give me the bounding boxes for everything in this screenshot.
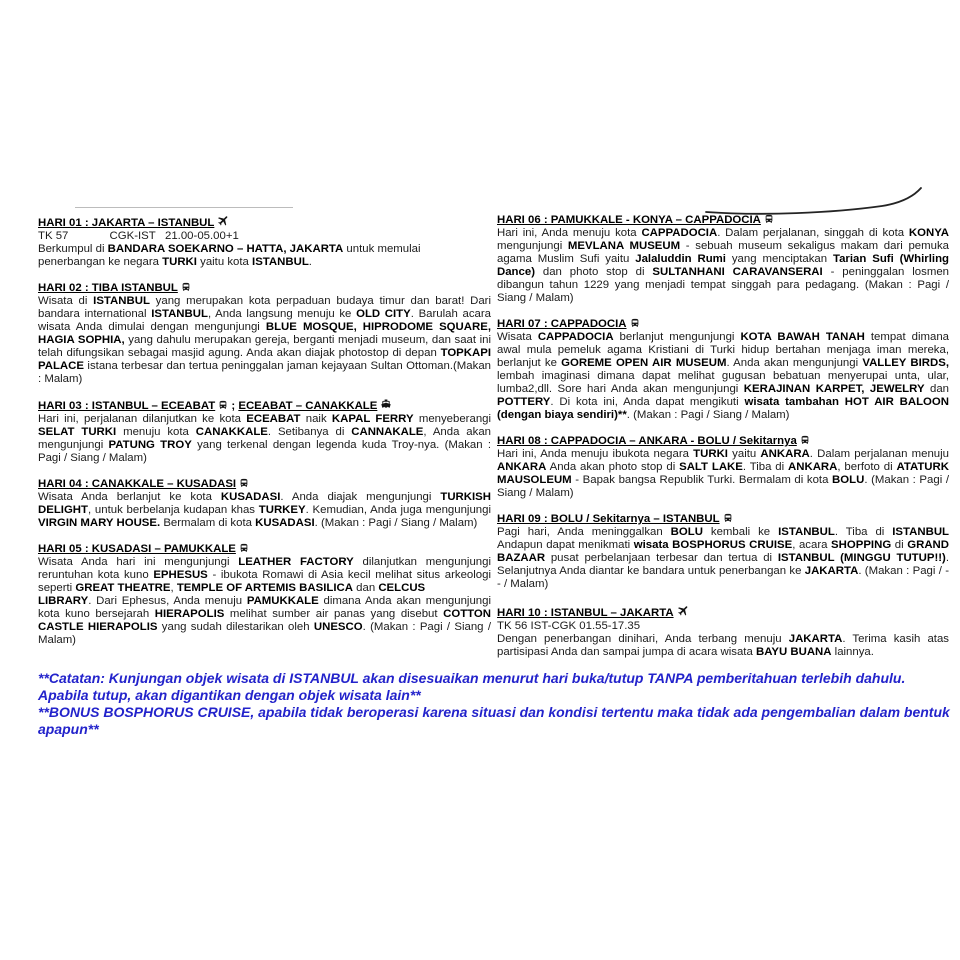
itinerary-column-left <box>38 214 491 660</box>
bus-icon <box>181 282 191 292</box>
divider-line <box>75 207 293 208</box>
section-header-text: ECEABAT – CANAKKALE <box>238 400 378 412</box>
section-header <box>38 214 491 230</box>
section-body: Wisata di ISTANBUL yang merupakan kota perpaduan budaya timur dan barat! Dari bandara international ISTANBUL, Anda langsung menuju ke OLD CITY. Barulah acara wisata Anda dimulai dengan mengunjungi BLUE MOSQUE, HIPRODOME SQUARE, HAGIA SOPHIA, yang dahulu merupakan gereja, berganti menjadi museum, dan saat ini telah difungsikan sebagai masjid agung. Anda akan diajak photostop di depan TOPKAPI PALACE istana terbesar dan tertua peninggalan jaman kejayaan Sultan Ottoman.(Makan : Malam) <box>38 295 492 385</box>
section-header-text: HARI 04 : CANAKKALE – KUSADASI <box>38 478 237 490</box>
note-paragraph: **Catatan: Kunjungan objek wisata di ISTANBUL akan disesuaikan menurut hari buka/tutup TANPA pemberitahuan terlebih dahulu. Apabila tutup, akan digantikan dengan objek wisata lain** <box>38 670 906 703</box>
section-header-text: HARI 03 : ISTANBUL – ECEABAT <box>38 400 216 412</box>
section-header-text: HARI 01 : JAKARTA – ISTANBUL <box>38 217 215 229</box>
bus-icon <box>800 435 810 445</box>
bus-icon <box>630 318 640 328</box>
section-body: Berkumpul di BANDARA SOEKARNO – HATTA, JAKARTA untuk memulai penerbangan ke negara TURKI yaitu kota ISTANBUL. <box>38 243 421 268</box>
section-body: Pagi hari, Anda meninggalkan BOLU kembali ke ISTANBUL. Tiba di ISTANBUL Andapun dapat menikmati wisata BOSPHORUS CRUISE, acara SHOPPING di GRAND BAZAAR pusat perbelanjaan terbesar dan tertua di ISTANBUL (MINGGU TUTUP!!). Selanjutnya Anda diantar ke bandara untuk penerbangan ke JAKARTA. (Makan : Pagi / -- / Malam) <box>497 526 950 590</box>
note-paragraph: **BONUS BOSPHORUS CRUISE, apabila tidak beroperasi karena situasi dan kondisi tertentu maka tidak ada pengembalian dalam bentuk apapun** <box>38 704 950 737</box>
plane-icon <box>217 214 230 227</box>
bus-icon <box>239 543 249 553</box>
bus-icon <box>723 513 733 523</box>
itinerary-section <box>38 282 491 386</box>
section-header <box>38 478 491 491</box>
section-body: Hari ini, Anda menuju ibukota negara TURKI yaitu ANKARA. Dalam perjalanan menuju ANKARA Anda akan photo stop di SALT LAKE. Tiba di ANKARA, berfoto di ATATURK MAUSOLEUM - Bapak bangsa Republik Turki. Bermalam di kota BOLU. (Makan : Pagi / Siang / Malam) <box>497 448 950 499</box>
header-separator: ; <box>228 400 239 412</box>
section-header-text: HARI 06 : PAMUKKALE - KONYA – CAPPADOCIA <box>497 214 761 226</box>
section-header-text: HARI 05 : KUSADASI – PAMUKKALE <box>38 543 236 555</box>
section-header <box>497 435 949 448</box>
section-header-text: HARI 10 : ISTANBUL – JAKARTA <box>497 607 674 619</box>
section-body: Wisata Anda hari ini mengunjungi LEATHER FACTORY dilanjutkan mengunjungi reruntuhan kota kuno EPHESUS - ibukota Romawi di Asia kecil melihat situs arkeologi seperti GREAT THEATRE, TEMPLE OF ARTEMIS BASILICA dan CELCUS LIBRARY. Dari Ephesus, Anda menuju PAMUKKALE dimana Anda akan mengunjungi kota kuno bersejarah HIERAPOLIS melihat sumber air panas yang disebut COTTON CASTLE HIERAPOLIS yang sudah dilestarikan oleh UNESCO. (Makan : Pagi / Siang / Malam) <box>38 556 491 646</box>
section-header <box>497 604 949 620</box>
itinerary-section <box>38 399 491 465</box>
itinerary-section <box>497 513 949 591</box>
section-body: Wisata Anda berlanjut ke kota KUSADASI. Anda diajak mengunjungi TURKISH DELIGHT, untuk berbelanja kudapan khas TURKEY. Kemudian, Anda juga mengunjungi VIRGIN MARY HOUSE. Bermalam di kota KUSADASI. (Makan : Pagi / Siang / Malam) <box>38 491 491 529</box>
ship-icon <box>380 399 392 410</box>
itinerary-column-right <box>497 214 949 672</box>
bus-icon <box>764 214 774 224</box>
section-body: Wisata CAPPADOCIA berlanjut mengunjungi KOTA BAWAH TANAH tempat dimana awal mula pemeluk agama Kristiani di Turki hidup bertahan menjaga iman mereka, berlanjut ke GOREME OPEN AIR MUSEUM. Anda akan mengunjungi VALLEY BIRDS, lembah imaginasi dimana dapat melihat gugusan bebatuan menyerupai unta, ular, lumba2,dll. Sore hari Anda akan mengunjungi KERAJINAN KARPET, JEWELRY dan POTTERY. Di kota ini, Anda dapat mengikuti wisata tambahan HOT AIR BALOON (dengan biaya sendiri)**. (Makan : Pagi / Siang / Malam) <box>497 331 950 421</box>
section-body: Hari ini, perjalanan dilanjutkan ke kota ECEABAT naik KAPAL FERRY menyeberangi SELAT TURKI menuju kota CANAKKALE. Setibanya di CANNAKALE, Anda akan mengunjungi PATUNG TROY yang terkenal dengan legenda kuda Troy-nya. (Makan : Pagi / Siang / Malam) <box>38 413 492 464</box>
flight-info: TK 56 IST-CGK 01.55-17.35 <box>497 620 641 632</box>
section-body: Hari ini, Anda menuju kota CAPPADOCIA. Dalam perjalanan, singgah di kota KONYA mengunjungi MEVLANA MUSEUM - sebuah museum sekaligus makam dari pemuka agama Muslim Sufi yaitu Jalaluddin Rumi yang menciptakan Tarian Sufi (Whirling Dance) dan photo stop di SULTANHANI CARAVANSERAI - peninggalan losmen dibangun tahun 1229 yang menjadi tempat singgah para pedagang. (Makan : Pagi / Siang / Malam) <box>497 227 949 304</box>
itinerary-section <box>497 214 949 305</box>
itinerary-section <box>497 604 949 659</box>
itinerary-section <box>38 214 491 269</box>
section-header-text: HARI 08 : CAPPADOCIA – ANKARA - BOLU / Sekitarnya <box>497 435 797 447</box>
section-header-text: HARI 07 : CAPPADOCIA <box>497 318 627 330</box>
section-header <box>38 282 491 295</box>
bus-icon <box>218 400 228 410</box>
section-header <box>38 543 491 556</box>
section-header <box>497 318 949 331</box>
section-header <box>497 214 949 227</box>
section-header-text: HARI 09 : BOLU / Sekitarnya – ISTANBUL <box>497 513 720 525</box>
section-header <box>497 513 949 526</box>
bus-icon <box>239 478 249 488</box>
notes <box>38 670 954 738</box>
section-header-text: HARI 02 : TIBA ISTANBUL <box>38 282 178 294</box>
plane-icon <box>677 604 690 617</box>
flight-info: TK 57 CGK-IST 21.00-05.00+1 <box>38 230 239 242</box>
itinerary-section <box>38 478 491 530</box>
section-body: Dengan penerbangan dinihari, Anda terbang menuju JAKARTA. Terima kasih atas partisipasi Anda dan sampai jumpa di acara wisata BAYU BUANA lainnya. <box>497 633 949 658</box>
itinerary-section <box>497 435 949 500</box>
itinerary-section <box>497 318 949 422</box>
section-header <box>38 399 491 413</box>
itinerary-section <box>38 543 491 647</box>
